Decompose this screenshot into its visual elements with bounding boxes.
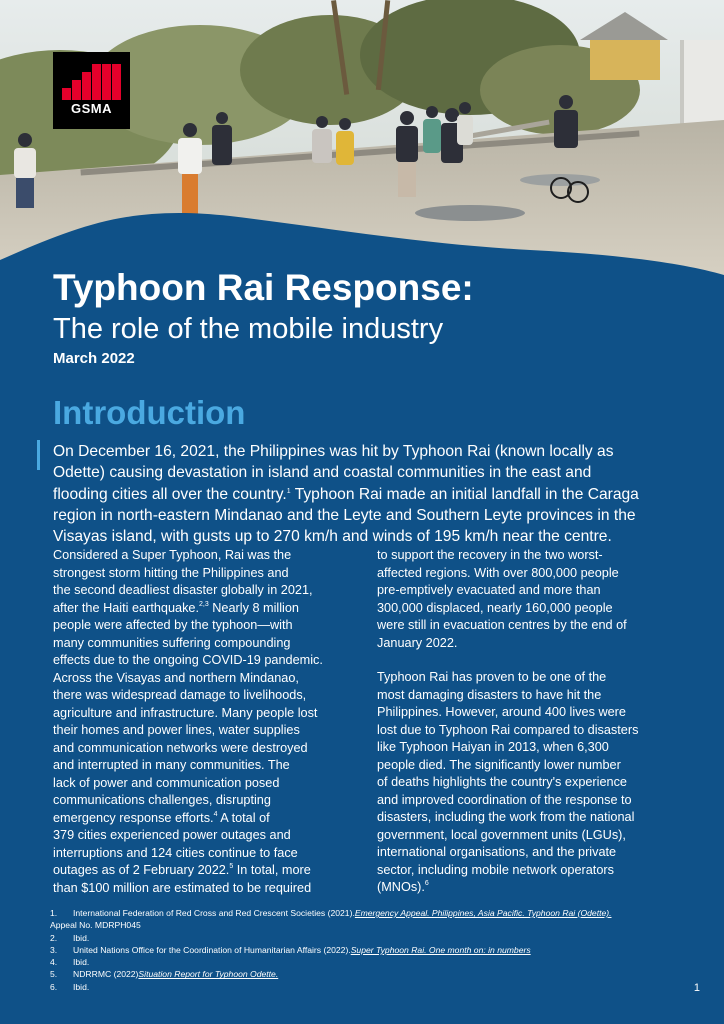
logo-text: GSMA — [71, 101, 112, 116]
page-title: Typhoon Rai Response: — [53, 267, 474, 308]
body-line: there was widespread damage to livelihoods, — [53, 688, 307, 702]
body-line: their homes and power lines, water supplies — [53, 723, 300, 737]
footnote-number: 5. — [50, 969, 58, 980]
body-line: government, local government units (LGUs), — [377, 827, 626, 842]
footnote-ref[interactable]: 4 — [213, 810, 218, 818]
body-line: Philippines. However, around 400 lives were — [377, 705, 626, 719]
lead-line — [53, 484, 683, 505]
footnote-item — [50, 907, 690, 919]
footnote-number: 3. — [50, 944, 58, 955]
body-line: like Typhoon Haiyan in 2013, when 6,300 — [377, 740, 609, 754]
body-text: (MNOs). — [377, 880, 425, 894]
footnote-item — [50, 932, 690, 944]
footnote-link[interactable]: Emergency Appeal. Philippines, Asia Pacific. Typhoon Rai (Odette). — [354, 908, 612, 918]
body-line: affected regions. With over 800,000 people — [377, 565, 619, 580]
body-line: and communication networks were destroyed — [53, 740, 308, 755]
body-text: In total, more — [233, 863, 311, 877]
body-line: pre-emptively evacuated and more than — [377, 583, 601, 597]
lead-line: On December 16, 2021, the Philippines was hit by Typhoon Rai (known locally as — [53, 443, 614, 460]
body-line: January 2022. — [377, 635, 458, 650]
footnote-item — [50, 956, 690, 968]
lead-text: flooding cities all over the country. — [53, 485, 287, 503]
body-line: 379 cities experienced power outages and — [53, 828, 291, 842]
gsma-logo — [53, 52, 130, 129]
footnote-ref[interactable]: 2,3 — [199, 600, 209, 608]
body-text: after the Haiti earthquake. — [53, 600, 199, 615]
hero-photo — [0, 0, 724, 285]
footnote-ref[interactable]: 6 — [424, 880, 429, 887]
body-line: agriculture and infrastructure. Many people lost — [53, 705, 318, 720]
left-column — [53, 547, 353, 897]
body-line: interruptions and 124 cities continue to face — [53, 845, 298, 860]
body-line: Across the Visayas and northern Mindanao, — [53, 670, 299, 685]
body-line: sector, including mobile network operators — [377, 862, 614, 877]
footnote-link[interactable]: Super Typhoon Rai. One month on: in numbers — [350, 944, 531, 955]
body-text: A total of — [217, 810, 270, 825]
body-line: lost due to Typhoon Rai compared to disasters — [377, 722, 639, 737]
body-line — [53, 862, 353, 880]
lead-accent-bar — [37, 440, 40, 470]
footnote-item — [50, 968, 690, 980]
lead-line: region in north-eastern Mindanao and the Leyte and Southern Leyte provinces in the — [53, 506, 636, 524]
body-line: disasters, including the work from the national — [377, 810, 635, 824]
body-line: communications challenges, disrupting — [53, 793, 271, 807]
paragraph-gap — [377, 652, 677, 669]
body-line: people were affected by the typhoon—with — [53, 618, 293, 632]
body-line: strongest storm hitting the Philippines and — [53, 565, 289, 580]
body-line — [53, 600, 353, 618]
footnote-text: International Federation of Red Cross and Red Crescent Societies (2021). — [73, 908, 355, 918]
body-line: and interrupted in many communities. The — [53, 758, 290, 772]
footnote-item — [50, 981, 690, 993]
footnote-text: United Nations Office for the Coordination of Humanitarian Affairs (2022). — [73, 944, 351, 955]
lead-text: Typhoon Rai made an initial landfall in the Caraga — [290, 485, 639, 503]
footnote-ref[interactable]: 1 — [286, 487, 291, 495]
footnote-ref[interactable]: 5 — [229, 863, 234, 870]
lead-line: Visayas island, with gusts up to 270 km/h and winds of 195 km/h near the centre. — [53, 528, 612, 546]
footnote-item — [50, 944, 690, 956]
body-line: than $100 million are estimated to be required — [53, 880, 312, 895]
body-line: to support the recovery in the two worst- — [377, 548, 603, 562]
publication-date: March 2022 — [53, 350, 135, 367]
footnote-text: Ibid. — [73, 957, 90, 968]
body-text: outages as of 2 February 2022. — [53, 863, 230, 877]
body-line: effects due to the ongoing COVID-19 pandemic. — [53, 653, 323, 667]
body-line: of deaths highlights the country's experience — [377, 775, 627, 789]
hero-scene — [0, 0, 724, 285]
right-column — [377, 547, 677, 897]
body-line: 300,000 displaced, nearly 160,000 people — [377, 600, 613, 615]
footnote-text: Ibid. — [73, 981, 90, 992]
footnote-number: 6. — [50, 981, 58, 992]
footnotes — [50, 907, 690, 993]
body-line: international organisations, and the private — [377, 845, 617, 859]
body-line: Typhoon Rai has proven to be one of the — [377, 670, 607, 684]
body-line: lack of power and communication posed — [53, 775, 280, 790]
body-line: the second deadliest disaster globally in 2021, — [53, 583, 313, 597]
page-subtitle: The role of the mobile industry — [53, 313, 444, 345]
body-line: most damaging disasters to have hit the — [377, 687, 602, 702]
body-text: Nearly 8 million — [208, 600, 299, 615]
footnote-text: NDRRMC (2022) — [73, 969, 139, 980]
lead-paragraph — [53, 441, 683, 547]
footnote-link[interactable]: Situation Report for Typhoon Odette. — [138, 969, 279, 980]
body-text: emergency response efforts. — [53, 810, 214, 825]
footnote-number: 1. — [50, 908, 58, 918]
body-line: many communities suffering compounding — [53, 635, 291, 650]
page-number: 1 — [693, 982, 700, 994]
lead-line: Odette) causing devastation in island and coastal communities in the east and — [53, 464, 592, 482]
footnote-link-continued[interactable]: Appeal No. MDRPH045 — [50, 920, 141, 931]
body-line — [53, 810, 353, 828]
footnote-number: 2. — [50, 932, 58, 943]
footnote-number: 4. — [50, 957, 58, 968]
body-line: Considered a Super Typhoon, Rai was the — [53, 548, 292, 562]
body-line: and improved coordination of the response to — [377, 792, 632, 807]
section-title: Introduction — [53, 394, 246, 431]
body-line — [377, 879, 677, 897]
body-line: were still in evacuation centres by the end of — [377, 618, 627, 632]
logo-bars-icon — [62, 64, 122, 100]
body-line: people died. The significantly lower number — [377, 757, 621, 772]
footnote-text: Ibid. — [73, 932, 90, 943]
